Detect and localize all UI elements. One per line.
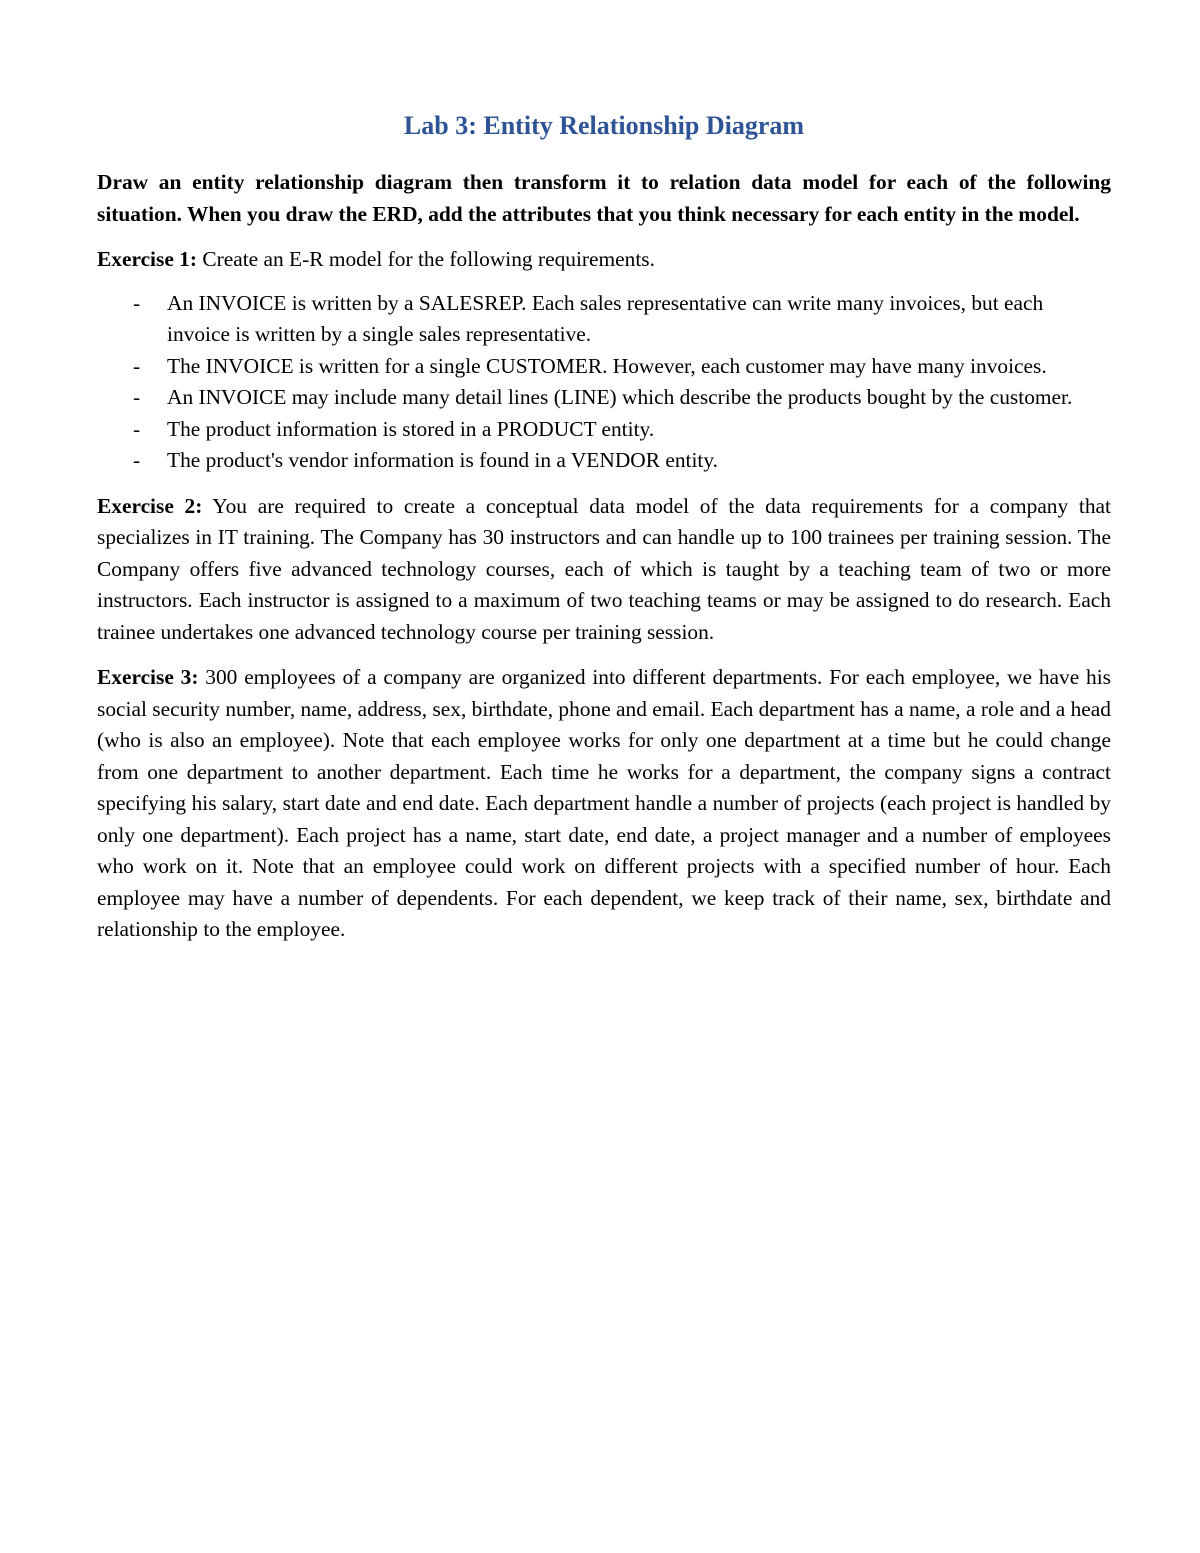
instructions-paragraph: Draw an entity relationship diagram then transform it to relation data model for each of the following situation. When you draw the ERD, add the attributes that you think necessary for each entity in the model. (97, 170, 1111, 226)
exercise-1-requirements (97, 288, 1111, 477)
page-title: Lab 3: Entity Relationship Diagram (403, 111, 805, 140)
requirement-text: The product information is stored in a PRODUCT entity. (167, 416, 655, 441)
bullet-dash: - (133, 353, 141, 378)
exercise-3-label: Exercise 3: (97, 665, 199, 689)
exercise-3-paragraph (97, 662, 1111, 946)
bullet-dash: - (133, 448, 141, 472)
exercise-3-text: 300 employees of a company are organized into different departments. For each employee, we have his social security number, name, address, sex, birthdate, phone and email. Each department has a name, a role and a head (who is also an employee). Note that each employee works for only one department at a time but he could change from one department to another department. Each time he works for a department, the company signs a contract specifying his salary, start date and end date. Each department handle a number of projects (each project is handled by only one department). Each project has a name, start date, end date, a project manager and a number of employees who work on it. Note that an employee could work on different projects with a specified number of hour. Each employee may have a number of dependents. For each dependent, we keep track of their name, sex, birthdate and relationship to the employee. (97, 665, 1111, 941)
requirement-text: An INVOICE may include many detail lines (LINE) which describe the products bought by the customer. (167, 385, 1073, 409)
requirement-item (97, 414, 1111, 446)
requirement-text: An INVOICE is written by a SALESREP. Each sales representative can write many invoices, but each invoice is written by a single sales representative. (167, 290, 1044, 346)
bullet-dash: - (133, 416, 141, 441)
requirement-item (97, 288, 1111, 351)
bullet-dash: - (133, 290, 141, 315)
requirement-item (97, 351, 1111, 383)
requirement-text: The product's vendor information is found in a VENDOR entity. (167, 448, 719, 472)
requirement-item (97, 382, 1111, 414)
exercise-1-text: Create an E-R model for the following requirements. (197, 247, 655, 271)
document-body (97, 108, 1111, 946)
bullet-dash: - (133, 385, 141, 409)
requirement-text: The INVOICE is written for a single CUSTOMER. However, each customer may have many invoices. (167, 353, 1047, 378)
exercise-2-paragraph (97, 491, 1111, 649)
exercise-2-text: You are required to create a conceptual data model of the data requirements for a company that specializes in IT training. The Company has 30 instructors and can handle up to 100 trainees per training session. The Company offers five advanced technology courses, each of which is taught by a teaching team of two or more instructors. Each instructor is assigned to a maximum of two teaching teams or may be assigned to do research. Each trainee undertakes one advanced technology course per training session. (97, 493, 1111, 644)
exercise-2-label: Exercise 2: (97, 493, 203, 518)
exercise-1-intro (97, 244, 1111, 276)
requirement-item (97, 445, 1111, 477)
exercise-1-label: Exercise 1: (97, 247, 197, 271)
